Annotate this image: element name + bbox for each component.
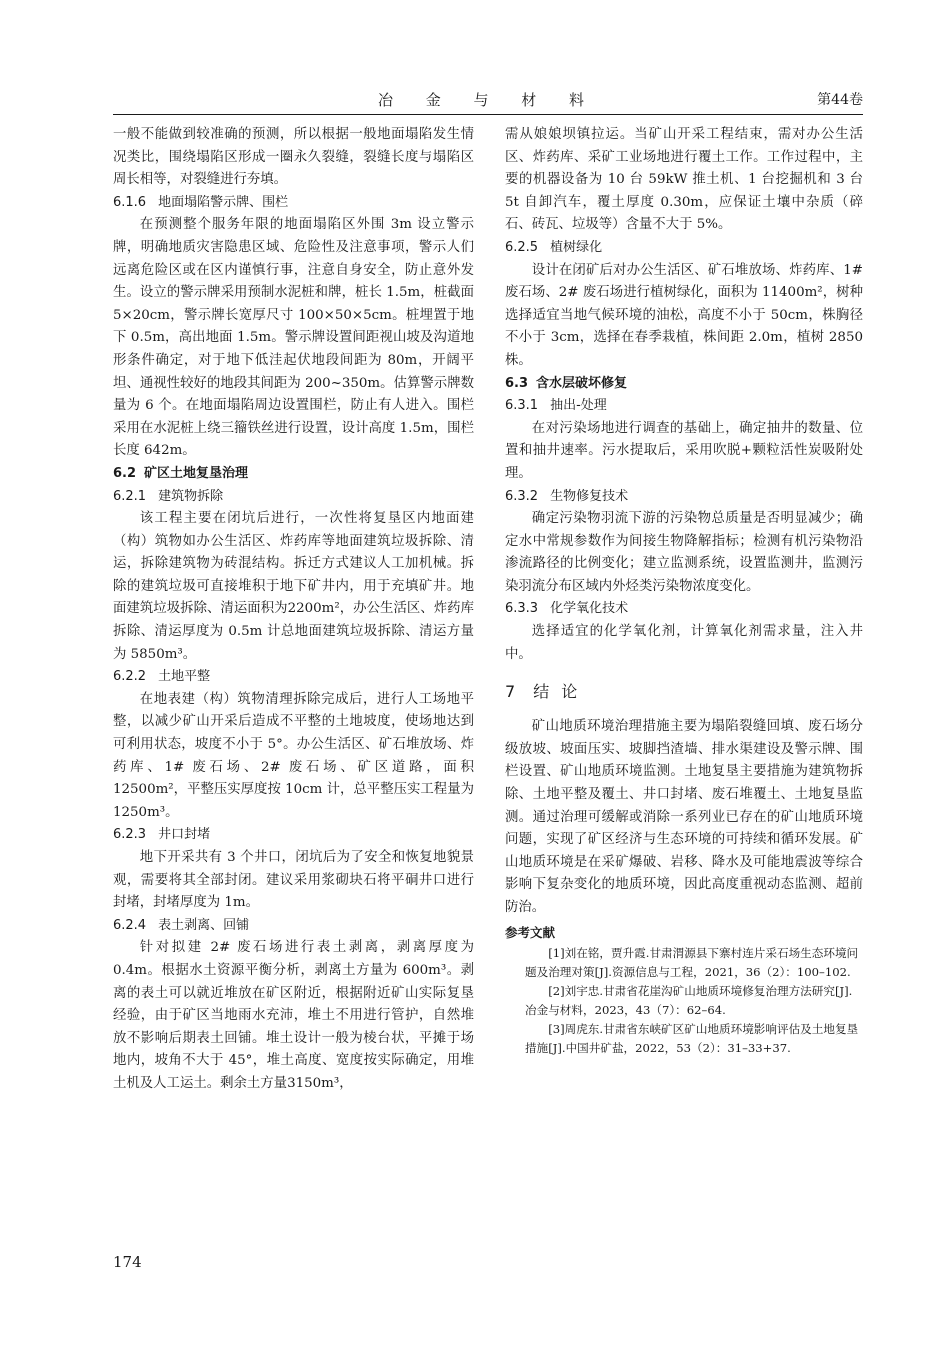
section-number: 6.3.2 [505,488,539,504]
section-title: 土地平整 [158,669,211,685]
paragraph: 该工程主要在闭坑后进行，一次性将复垦区内地面建（构）筑物如办公生活区、炸药库等地面建筑垃圾拆除、清运，拆除建筑物为砖混结构。拆迁方式建议人工加机械。拆除的建筑垃圾可直接堆积于地下矿井内，用于充填矿井。地面建筑垃圾拆除、清运面积为2200m²，办公生活区、炸药库拆除、清运厚度为 0.5m 计总地面建筑垃圾拆除、清运方量为 5850m³。 [113,511,474,662]
paragraph: 确定污染物羽流下游的污染物总质量是否明显减少；确定水中常规参数作为间接生物降解指标；检测有机污染物沿渗流路径的比例变化；建立监测系统，设置监测井，监测污染羽流分布区域内外烃类污染物浓度变化。 [505,511,863,594]
section-number: 6.3 [505,375,529,391]
section-heading-6-3-1 [505,395,863,418]
section-title: 抽出-处理 [550,398,607,414]
section-title: 结论 [533,682,590,702]
section-title: 建筑物拆除 [158,488,224,504]
paragraph: 在对污染场地进行调查的基础上，确定抽井的数量、位置和抽井速率。污水提取后，采用吹脱+颗粒活性炭吸附处理。 [505,420,863,481]
section-number: 7 [505,682,516,702]
section-number: 6.2 [113,465,137,481]
section-heading-6-2-3 [113,824,474,847]
running-header [113,88,863,115]
paragraph: 在预测整个服务年限的地面塌陷区外围 3m 设立警示牌，明确地质灾害隐患区域、危险性及注意事项，警示人们远离危险区或在区内谨慎行事，注意自身安全，防止意外发生。设立的警示牌采用预制水泥桩和牌，桩长 1.5m，桩截面 5×20cm，警示牌长宽厚尺寸 100×50×5cm。桩埋置于地下 0.5m，高出地面 1.5m。警示牌设置间距视山坡及沟道地形条件确定，对于地下低洼起伏地段间距为 80m，开阔平坦、通视性较好的地段其间距为 200~350m。估算警示牌数量为 6 个。在地面塌陷周边设置围栏，防止有人进入。围栏采用在水泥桩上绕三籀铁丝进行设置，设计高度 1.5m，围栏长度 642m。 [113,217,474,459]
section-title: 矿区土地复垦治理 [144,465,249,481]
section-heading-6-2-1 [113,486,474,509]
section-heading-6-3 [505,373,863,396]
section-heading-6-2-5 [505,237,863,260]
section-heading-6-3-2 [505,486,863,509]
section-number: 6.2.3 [113,827,147,843]
section-number: 6.1.6 [113,194,147,210]
section-heading-6-2-2 [113,666,474,689]
section-title: 井口封堵 [158,827,211,843]
section-number: 6.2.2 [113,669,147,685]
section-heading-6-2 [113,463,474,486]
section-title: 含水层破坏修复 [536,375,628,391]
paragraph: 一般不能做到较准确的预测，所以根据一般地面塌陷发生情况类比，围绕塌陷区形成一圈永久裂缝，裂缝长度与塌陷区周长相等，对裂缝进行夯填。 [113,127,474,188]
section-number: 6.2.5 [505,239,539,255]
section-heading-6-1-6 [113,192,474,215]
right-column [505,124,863,1058]
paragraph: 在地表建（构）筑物清理拆除完成后，进行人工场地平整，以减少矿山开采后造成不平整的土地坡度，使场地达到可利用状态，坡度不小于 5°。办公生活区、矿石堆放场、炸药库、1# 废石场、2# 废石场、矿区道路，面积 12500m²，平整压实厚度按 10cm 计，总平整压实工程量为 1250m³。 [113,691,474,820]
reference-item: [1]刘在铭，贾升霞.甘肃渭源县下寨村连片采石场生态环境问题及治理对策[J].资源信息与工程，2021，36（2）：100–102. [525,945,859,979]
references-heading: 参考文献 [505,924,556,940]
paragraph: 选择适宜的化学氧化剂，计算氧化剂需求量，注入井中。 [505,624,863,662]
page-number: 174 [113,1253,142,1271]
section-title: 植树绿化 [550,239,603,255]
paragraph: 地下开采共有 3 个井口，闭坑后为了安全和恢复地貌景观，需要将其全部封闭。建议采用浆砌块石将平硐井口进行封堵，封堵厚度为 1m。 [113,850,474,911]
section-heading-6-3-3 [505,598,863,621]
paragraph: 设计在闭矿后对办公生活区、矿石堆放场、炸药库、1# 废石场、2# 废石场进行植树绿化，面积为 11400m²，树种选择适宜当地气候环境的油松，高度不小于 50cm，株胸径不小于 3cm，选择在春季栽植，株间距 2.0m，植树 2850 株。 [505,262,863,368]
paragraph: 需从娘娘坝镇拉运。当矿山开采工程结束，需对办公生活区、炸药库、采矿工业场地进行覆土工作。工作过程中，主要的机器设备为 10 台 59kW 推土机、1 台挖掘机和 3 台 5t 自卸汽车，覆土厚度 0.30m，应保证土壤中杂质（碎石、砖瓦、垃圾等）含量不大于 5%。 [505,127,863,233]
section-title: 化学氧化技术 [550,601,629,617]
reference-item: [2]刘宇忠.甘肃省花崖沟矿山地质环境修复治理方法研究[J].冶金与材料，2023，43（7）：62–64. [525,983,853,1017]
volume-number: 第44卷 [817,92,863,108]
section-heading-7 [505,680,863,704]
section-title: 表土剥离、回铺 [158,917,250,933]
section-number: 6.2.1 [113,488,147,504]
reference-item: [3]周虎东.甘肃省东峡矿区矿山地质环境影响评估及土地复垦措施[J].中国井矿盐，2022，53（2）：31–33+37. [525,1021,859,1055]
section-number: 6.3.3 [505,601,539,617]
section-title: 地面塌陷警示牌、围栏 [158,194,289,210]
section-title: 生物修复技术 [550,488,629,504]
left-column [113,124,474,1096]
section-heading-6-2-4 [113,915,474,938]
journal-title: 冶 金 与 材 料 [377,91,599,109]
paragraph: 针对拟建 2# 废石场进行表土剥离，剥离厚度为 0.4m。根据水土资源平衡分析，剥离土方量为 600m³。剥离的表土可以就近堆放在矿区附近，根据附近矿山实际复垦经验，由于矿区当地雨水充沛，堆土不用进行管护，自然堆放不影响后期表土回铺。堆土设计一般为棱台状，平摊于场地内，坡角不大于 45°，堆土高度、宽度按实际确定，用堆土机及人工运土。剩余土方量3150m³， [113,940,474,1091]
section-number: 6.2.4 [113,917,147,933]
section-number: 6.3.1 [505,398,539,414]
paragraph: 矿山地质环境治理措施主要为塌陷裂缝回填、废石场分级放坡、坡面压实、坡脚挡渣墙、排水渠建设及警示牌、围栏设置、矿山地质环境监测。土地复垦主要措施为建筑物拆除、土地平整及覆土、井口封堵、废石堆覆土、土地复垦监测。通过治理可缓解或消除一系列业已存在的矿山地质环境问题，实现了矿区经济与生态环境的可持续和循环发展。矿山地质环境是在采矿爆破、岩移、降水及可能地震波等综合影响下复杂变化的地质环境，因此高度重视动态监测、超前防治。 [505,719,863,915]
